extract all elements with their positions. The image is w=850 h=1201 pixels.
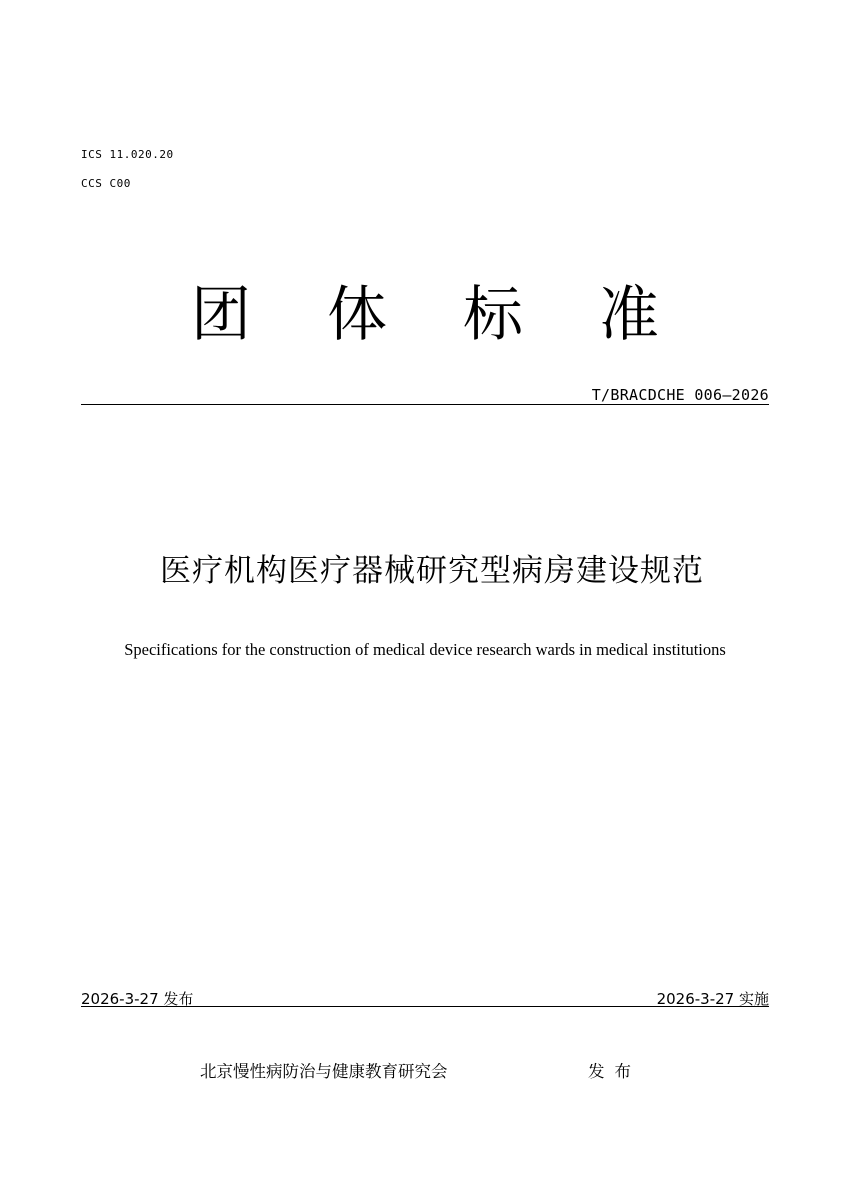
issue-action-label: 发布 [588, 1062, 641, 1081]
issue-date: 2026-3-27 发布 [81, 990, 194, 1008]
document-title-chinese: 医疗机构医疗器械研究型病房建设规范 [160, 553, 704, 589]
issuing-organization: 北京慢性病防治与健康教育研究会 [200, 1062, 448, 1081]
standard-number: T/BRACDCHE 006—2026 [591, 386, 769, 404]
implementation-date: 2026-3-27 实施 [656, 990, 769, 1008]
bottom-divider [81, 1006, 769, 1007]
document-title-english: Specifications for the construction of medical device research wards in medical institutions [124, 640, 726, 659]
ics-code: ICS 11.020.20 [81, 148, 174, 161]
standard-type-heading: 团体标准 [191, 280, 735, 350]
top-divider [81, 404, 769, 405]
ccs-code: CCS C00 [81, 177, 131, 190]
